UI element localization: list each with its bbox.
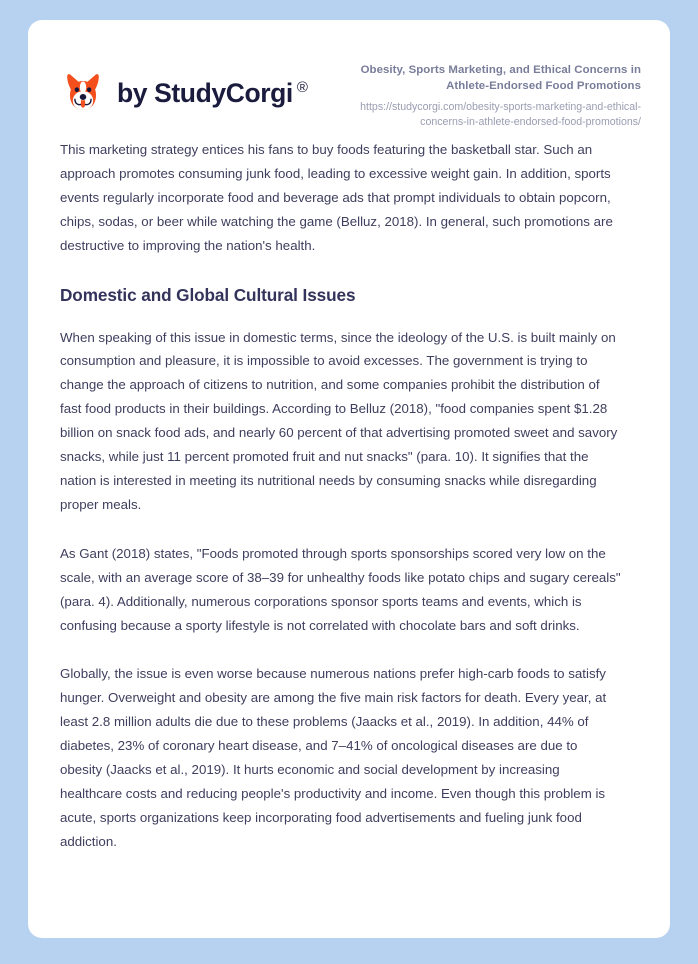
- article-paragraph-2: When speaking of this issue in domestic terms, since the ideology of the U.S. is built mainly on consumption and pleasure, it is impossible to avoid excesses. The government is trying to change the approach of citizens to nutrition, and some companies prohibit the distribution of fast food products in their buildings. According to Belluz (2018), "food companies spent $1.28 billion on snack food ads, and nearly 60 percent of that advertising promoted sweet and savory snacks, while just 11 percent promoted fruit and nut snacks" (para. 10). It signifies that the nation is interested in meeting its nutritional needs by consuming snacks while disregarding proper meals.: [60, 329, 618, 512]
- document-header: [28, 20, 670, 138]
- registered-trademark-icon: ®: [296, 78, 308, 96]
- studycorgi-brand-logo: [60, 61, 308, 116]
- brand-wordmark: [117, 78, 308, 109]
- document-page-card: [28, 20, 670, 938]
- document-source-url[interactable]: https://studycorgi.com/obesity-sports-marketing-and-ethical-concerns-in-athlete-endorsed-food-promotions/: [360, 101, 641, 128]
- article-paragraph-3: As Gant (2018) states, "Foods promoted through sports sponsorships scored very low on the scale, with an average score of 38–39 for unhealthy foods like potato chips and sugary cereals" (para. 4). Additionally, numerous corporations sponsor sports teams and events, which is confusing because a sporty lifestyle is not correlated with chocolate bars and soft drinks.: [60, 545, 621, 633]
- brand-wordmark-text: by StudyCorgi: [117, 77, 293, 108]
- document-meta: [323, 61, 641, 130]
- document-title: Obesity, Sports Marketing, and Ethical Concerns in Athlete-Endorsed Food Promotions: [360, 64, 641, 92]
- corgi-head-icon: [60, 70, 106, 116]
- article-content: [28, 138, 670, 854]
- section-heading-domestic-global-cultural-issues: Domestic and Global Cultural Issues: [60, 284, 356, 305]
- article-paragraph-4: Globally, the issue is even worse because numerous nations prefer high-carb foods to satisfy hunger. Overweight and obesity are among the five main risk factors for death. Every year, at least 2.8 million adults die due to these problems (Jaacks et al., 2019). In addition, 44% of diabetes, 23% of coronary heart disease, and 7–41% of oncological diseases are due to obesity (Jaacks et al., 2019). It hurts economic and social development by increasing healthcare costs and reducing people's productivity and income. Even though this problem is acute, sports organizations keep incorporating food advertisements and fueling junk food addiction.: [60, 666, 607, 849]
- article-paragraph-1: This marketing strategy entices his fans to buy foods featuring the basketball star. Such an approach promotes consuming junk food, leading to excessive weight gain. In addition, sports events regularly incorporate food and beverage ads that prompt individuals to obtain popcorn, chips, sodas, or beer while watching the game (Belluz, 2018). In general, such promotions are destructive to improving the nation's health.: [60, 142, 613, 253]
